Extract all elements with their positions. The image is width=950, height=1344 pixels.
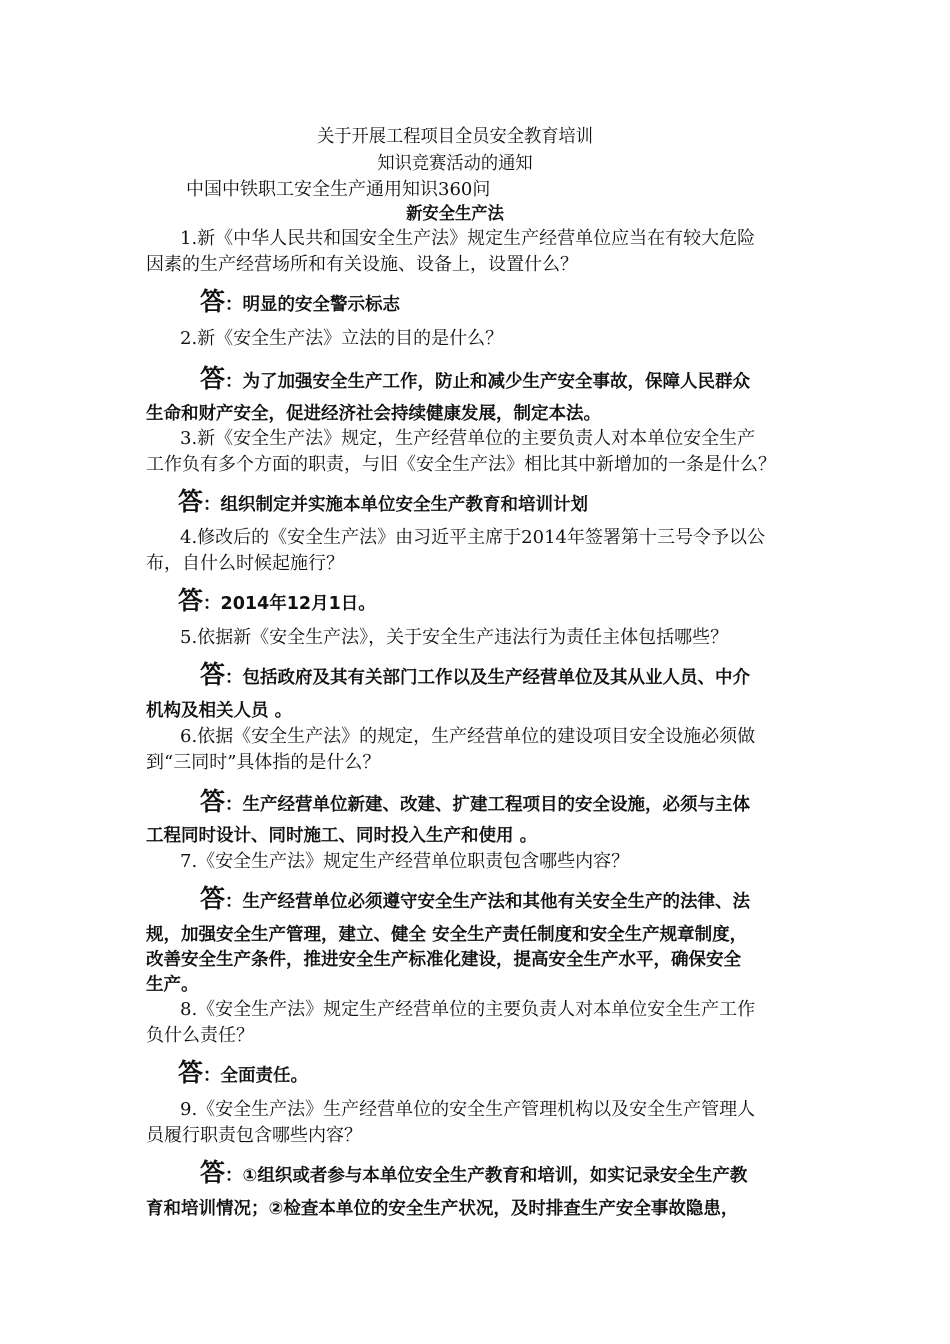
question-1-line-2: 因素的生产经营场所和有关设施、设备上，设置什么？ [146, 254, 578, 275]
question-8-line-2: 负什么责任？ [146, 1025, 254, 1046]
answer-label: 答 [178, 1058, 204, 1087]
answer-8-line-1: 全面责任。 [220, 1066, 309, 1086]
answer-7: 答：生产经营单位必须遵守安全生产法和其他有关安全生产的法律、法 [200, 884, 751, 913]
answer-9: 答：①组织或者参与本单位安全生产教育和培训，如实记录安全生产教 [200, 1158, 748, 1187]
question-7-line-1: 7.《安全生产法》规定生产经营单位职责包含哪些内容？ [180, 851, 630, 872]
section-heading: 新安全生产法 [406, 204, 504, 224]
answer-6: 答：生产经营单位新建、改建、扩建工程项目的安全设施，必须与主体 [200, 787, 751, 816]
answer-label: 答 [200, 1158, 226, 1187]
answer-6-line-2: 工程同时设计、同时施工、同时投入生产和使用 。 [146, 826, 538, 846]
answer-1: 答：明显的安全警示标志 [200, 287, 401, 316]
question-4-line-1: 4.修改后的《安全生产法》由习近平主席于2014年签署第十三号令予以公 [180, 527, 765, 548]
answer-3: 答：组织制定并实施本单位安全生产教育和培训计划 [178, 487, 589, 516]
answer-3-line-1: 组织制定并实施本单位安全生产教育和培训计划 [220, 495, 589, 515]
question-4-line-2: 布，自什么时候起施行？ [146, 553, 344, 574]
answer-2: 答：为了加强安全生产工作，防止和减少生产安全事故，保障人民群众 [200, 364, 751, 393]
question-8-line-1: 8.《安全生产法》规定生产经营单位的主要负责人对本单位安全生产工作 [180, 999, 756, 1020]
document-title-line2: 知识竞赛活动的通知 [377, 153, 533, 174]
answer-5: 答：包括政府及其有关部门工作以及生产经营单位及其从业人员、中介 [200, 660, 751, 689]
question-2-line-1: 2.新《安全生产法》立法的目的是什么？ [180, 328, 504, 349]
answer-7-line-2: 规，加强安全生产管理，建立、健全 安全生产责任制度和安全生产规章制度， [146, 925, 748, 945]
answer-7-line-4: 生产。 [146, 975, 199, 995]
question-1-line-1: 1.新《中华人民共和国安全生产法》规定生产经营单位应当在有较大危险 [180, 228, 756, 249]
answer-2-line-2: 生命和财产安全，促进经济社会持续健康发展，制定本法。 [146, 404, 601, 424]
answer-label: 答 [178, 586, 204, 615]
answer-5-line-1: 包括政府及其有关部门工作以及生产经营单位及其从业人员、中介 [242, 668, 751, 688]
answer-5-line-2: 机构及相关人员 。 [146, 701, 293, 721]
answer-4: 答：2014年12月1日。 [178, 586, 376, 615]
answer-7-line-1: 生产经营单位必须遵守安全生产法和其他有关安全生产的法律、法 [242, 892, 751, 912]
document-subtitle: 中国中铁职工安全生产通用知识360问 [186, 179, 491, 200]
question-5-line-1: 5.依据新《安全生产法》，关于安全生产违法行为责任主体包括哪些？ [180, 627, 729, 648]
answer-8: 答：全面责任。 [178, 1058, 309, 1087]
question-6-line-1: 6.依据《安全生产法》的规定，生产经营单位的建设项目安全设施必须做 [180, 726, 756, 747]
question-6-line-2: 到“三同时”具体指的是什么？ [146, 752, 381, 773]
answer-label: 答 [200, 364, 226, 393]
answer-label: 答 [200, 660, 226, 689]
answer-7-line-3: 改善安全生产条件，推进安全生产标准化建设，提高安全生产水平，确保安全 [146, 950, 741, 970]
answer-label: 答 [178, 487, 204, 516]
answer-4-line-1: 2014年12月1日。 [220, 594, 376, 614]
answer-2-line-1: 为了加强安全生产工作，防止和减少生产安全事故，保障人民群众 [242, 372, 751, 392]
answer-9-line-2: 育和培训情况；②检查本单位的安全生产状况，及时排查生产安全事故隐患， [146, 1199, 739, 1219]
question-9-line-1: 9.《安全生产法》生产经营单位的安全生产管理机构以及安全生产管理人 [180, 1099, 756, 1120]
question-9-line-2: 员履行职责包含哪些内容？ [146, 1125, 362, 1146]
answer-label: 答 [200, 287, 226, 316]
answer-label: 答 [200, 787, 226, 816]
answer-9-line-1: ①组织或者参与本单位安全生产教育和培训，如实记录安全生产教 [242, 1166, 748, 1186]
answer-6-line-1: 生产经营单位新建、改建、扩建工程项目的安全设施，必须与主体 [242, 795, 751, 815]
answer-1-line-1: 明显的安全警示标志 [242, 295, 401, 315]
document-title-line1: 关于开展工程项目全员安全教育培训 [317, 126, 593, 147]
answer-label: 答 [200, 884, 226, 913]
question-3-line-1: 3.新《安全生产法》规定，生产经营单位的主要负责人对本单位安全生产 [180, 428, 756, 449]
question-3-line-2: 工作负有多个方面的职责，与旧《安全生产法》相比其中新增加的一条是什么？ [146, 454, 776, 475]
